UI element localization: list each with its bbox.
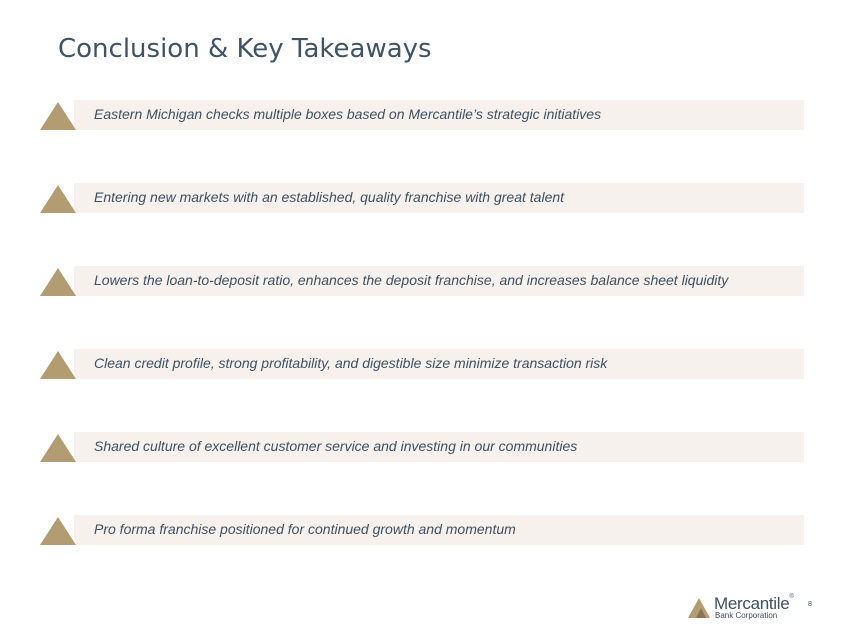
triangle-bullet-icon [40,100,76,130]
takeaway-item [40,183,804,213]
logo-name: Mercantile® [714,594,794,613]
triangle-bullet-icon [40,266,76,296]
logo-subtitle: Bank Corporation [715,611,778,620]
takeaway-item [40,515,804,545]
takeaway-item [40,432,804,462]
takeaway-item [40,349,804,379]
company-logo [688,594,798,624]
takeaway-text: Lowers the loan-to-deposit ratio, enhances the deposit franchise, and increases balance sheet liquidity [94,272,729,288]
takeaway-item [40,100,804,130]
takeaway-text: Eastern Michigan checks multiple boxes based on Mercantile’s strategic initiatives [94,106,602,122]
takeaway-item [40,266,804,296]
takeaway-text: Clean credit profile, strong profitability, and digestible size minimize transaction risk [94,355,608,371]
takeaway-text: Shared culture of excellent customer service and investing in our communities [94,438,578,454]
takeaway-text: Pro forma franchise positioned for continued growth and momentum [94,521,516,537]
page-title: Conclusion & Key Takeaways [58,34,432,64]
triangle-bullet-icon [40,515,76,545]
triangle-bullet-icon [40,349,76,379]
triangle-bullet-icon [40,432,76,462]
logo-mark-icon [688,596,712,623]
triangle-bullet-icon [40,183,76,213]
takeaway-text: Entering new markets with an established, quality franchise with great talent [94,189,565,205]
page-number: 8 [808,601,812,608]
